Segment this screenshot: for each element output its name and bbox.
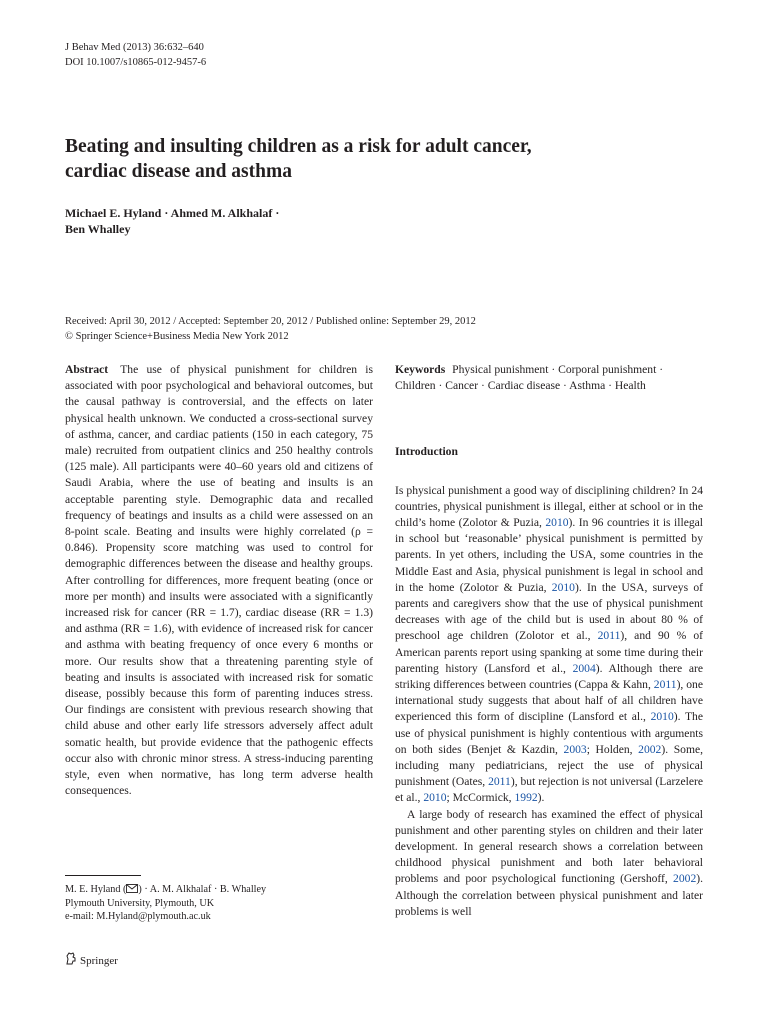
article-title <box>65 134 705 184</box>
title-line-1: Beating and insulting children as a risk for adult cancer, <box>65 136 532 157</box>
right-column <box>395 362 703 920</box>
intro-p1-text: ). Although there are striking differences between countries (Cappa & Kahn, <box>395 661 703 692</box>
journal-citation: J Behav Med (2013) 36:632–640 <box>65 42 204 53</box>
keywords-text: Physical punishment · Corporal punishment · Children · Cancer · Cardiac disease · Asthma · Health <box>395 363 664 393</box>
introduction-heading: Introduction <box>395 445 458 459</box>
intro-paragraph-2 <box>395 807 703 920</box>
authors-line-2: Ben Whalley <box>65 222 131 236</box>
citation-link[interactable]: 2010 <box>423 791 447 805</box>
citation-link[interactable]: 2002 <box>638 742 662 756</box>
affiliation-names-suffix: ) · A. M. Alkhalaf · B. Whalley <box>138 884 267 895</box>
page-footer <box>65 952 118 969</box>
citation-link[interactable]: 2011 <box>488 775 511 789</box>
history-dates: Received: April 30, 2012 / Accepted: September 20, 2012 / Published online: September 29, 2012 <box>65 316 476 327</box>
intro-p1-text: ). The use of physical punishment is highly contentious with arguments on both sides (Benjet & Kazdin, <box>395 710 703 756</box>
keywords-label: Keywords <box>395 363 446 376</box>
affiliation-names-prefix: M. E. Hyland ( <box>65 884 127 895</box>
envelope-icon[interactable] <box>126 884 138 895</box>
citation-link[interactable]: 1992 <box>514 791 538 805</box>
intro-paragraph-1 <box>395 483 703 807</box>
intro-p1-text: ). In the USA, surveys of parents and caregivers show that the use of physical punishment decreases with age of the child but is used in about 80 % of preschool age children (Zolotor et al., <box>395 580 703 643</box>
citation-link[interactable]: 2003 <box>563 742 587 756</box>
intro-p2-text: ). Although the correlation between physical punishment and later problems is well <box>395 872 703 918</box>
left-column <box>65 362 373 799</box>
citation-link[interactable]: 2011 <box>597 629 621 643</box>
citation-link[interactable]: 2010 <box>551 580 575 594</box>
intro-p1-text: ), one international study suggests that about half of all children have experienced this form of discipline (Lansford et al., <box>395 678 703 724</box>
springer-horse-icon <box>65 952 80 969</box>
title-line-2: cardiac disease and asthma <box>65 161 292 182</box>
doi[interactable]: DOI 10.1007/s10865-012-9457-6 <box>65 57 207 68</box>
abstract-label: Abstract <box>65 363 109 376</box>
authors-line-1: Michael E. Hyland · Ahmed M. Alkhalaf · <box>65 206 280 220</box>
intro-p1-text: Is physical punishment a good way of disciplining children? In 24 countries, physical punishment is illegal, either at school or in the child’s home (Zolotor & Puzia, <box>395 483 703 530</box>
citation-link[interactable]: 2010 <box>650 710 674 724</box>
citation-link[interactable]: 2010 <box>545 516 569 530</box>
author-list <box>65 205 279 237</box>
citation-link[interactable]: 2002 <box>673 872 697 886</box>
publication-history <box>65 314 476 344</box>
intro-p1-text: ), but rejection is not universal (Larzelere et al., <box>395 775 704 805</box>
keywords <box>395 362 703 394</box>
affiliation-email[interactable]: e-mail: M.Hyland@plymouth.ac.uk <box>65 911 211 922</box>
journal-reference <box>65 40 206 70</box>
author-affiliation <box>65 883 266 924</box>
affiliation-names <box>65 883 266 897</box>
citation-link[interactable]: 2011 <box>653 678 677 692</box>
intro-p2-text: A large body of research has examined the effect of physical punishment and other parenting styles on children and their later development. In general research shows a correlation between childhood physical punishment and both later behavioral problems and poor psychological functioning (Gershoff, <box>395 807 703 886</box>
affiliation-institution: Plymouth University, Plymouth, UK <box>65 897 215 909</box>
copyright: © Springer Science+Business Media New York 2012 <box>65 331 289 342</box>
intro-p1-text: ). In 96 countries it is illegal in school but ‘reasonable’ physical punishment is permitted by parents. In yet others, including the USA, some countries in the Middle East and Asia, physical punishment is legal in school and in the home (Zolotor & Puzia, <box>395 516 704 594</box>
intro-p1-text: ; Holden, <box>586 742 639 756</box>
abstract <box>65 362 373 799</box>
intro-p1-text: ). <box>537 791 545 805</box>
footnote-divider <box>65 875 141 876</box>
citation-link[interactable]: 2004 <box>572 661 596 675</box>
intro-p1-text: ). Some, including many pediatricians, reject the use of physical punishment (Oates, <box>395 742 704 789</box>
intro-p1-text: ; McCormick, <box>446 791 515 805</box>
abstract-text: The use of physical punishment for children is associated with poor psychological and behavioral outcomes, but the causal pathway is controversial, and the effects on later physical health unknown. We conducted a cross-sectional survey of asthma, cancer, and cardiac patients (150 in each category, 75 male) recruited from outpatient clinics and 250 healthy controls (125 male). All participants were 40–60 years old and citizens of Saudi Arabia, where the use of beating and insults is an acceptable parenting style. Demographic data and recalled frequency of beatings and insults as a child were assessed on an 8-point scale. Beating and insults were highly correlated (ρ = 0.846). Propensity score matching was used to control for demographic differences between the disease and healthy groups. After controlling for differences, more frequent beating (once or more per month) and insults were associated with a significantly increased risk for cancer (RR = 1.7), cardiac disease (RR = 1.3) and asthma (RR = 1.6), with evidence of increased risk for cancer and asthma with beating frequency of once every 6 months or more. Our results show that a threatening parenting style of beating and insults is associated with increased risk for somatic disease, possibly because this form of parenting induces stress. Our findings are consistent with previous research showing that child abuse and other early life stressors adversely affect adult somatic health, but provide evidence that the pathogenic effects occur also with chronic minor stress. A stress-inducing parenting style, even when normative, has long term adverse health consequences. <box>65 363 373 798</box>
intro-p1-text: ), and 90 % of American parents report using spanking at some time during their parenting history (Lansford et al., <box>395 629 703 675</box>
publisher-name: Springer <box>80 954 118 967</box>
